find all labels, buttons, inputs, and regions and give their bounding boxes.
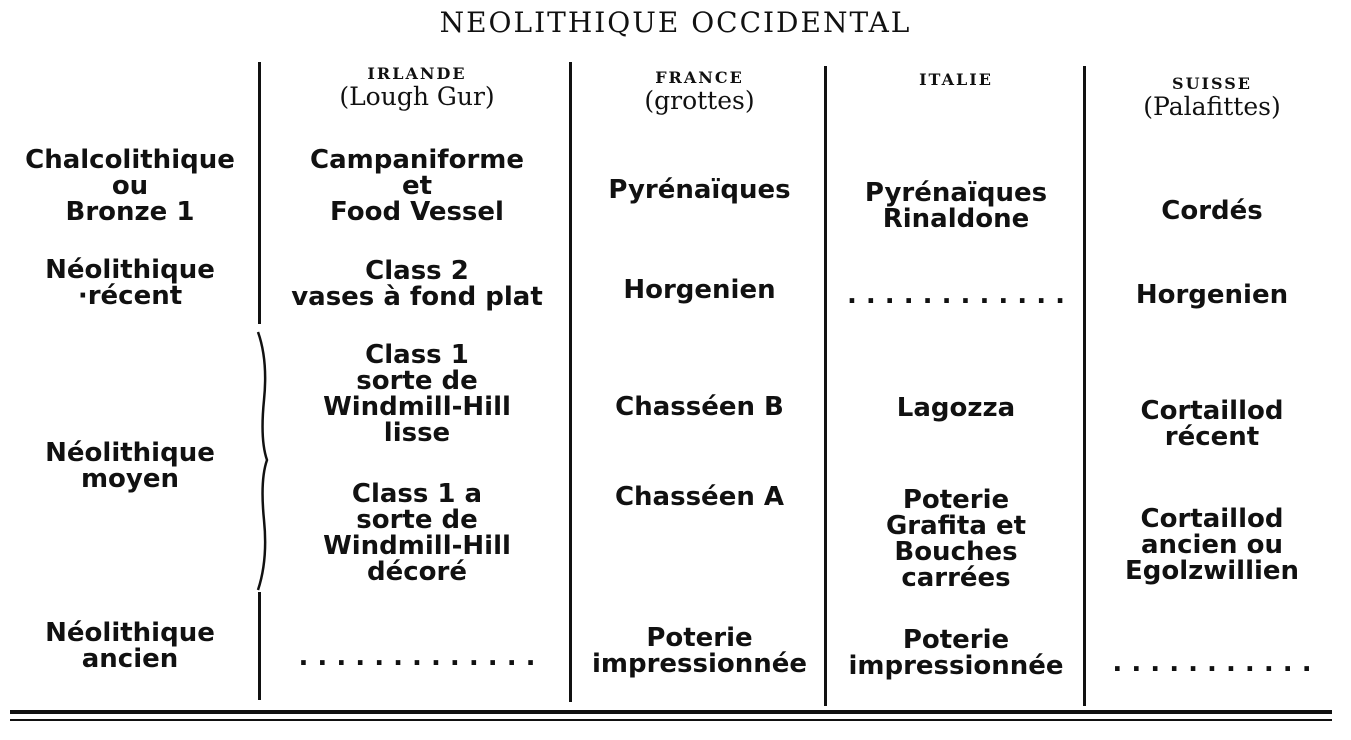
header-italie (827, 70, 1085, 90)
cell-suisse-moyen-a: Cortaillod ancien ou Egolzwillien (1124, 504, 1300, 586)
cell-italie-moyen-b: Lagozza (896, 393, 1016, 423)
period-neolithique-recent: Néolithique ·récent (45, 255, 215, 311)
header-subtitle: (grottes) (644, 86, 755, 115)
header-subtitle: (Palafittes) (1143, 92, 1281, 121)
cell-france-ancien: Poterie impressionnée (591, 623, 808, 679)
bottom-rule-thin (10, 719, 1332, 721)
cell-suisse-recent: Horgenien (1135, 280, 1289, 310)
header-irlande (262, 64, 572, 110)
cell-suisse-moyen-b: Cortaillod récent (1140, 396, 1284, 452)
cell-italie-chalco: Pyrénaïques Rinaldone (864, 178, 1048, 234)
period-neolithique-moyen: Néolithique moyen (45, 438, 215, 494)
cell-irlande-ancien: . . . . . . . . . . . . . (298, 642, 536, 672)
column-divider-4 (1083, 66, 1086, 706)
cell-suisse-ancien: . . . . . . . . . . . (1112, 648, 1312, 678)
header-suisse (1087, 74, 1337, 120)
column-divider-3 (824, 66, 827, 706)
cell-france-chalco: Pyrénaïques (608, 175, 791, 205)
header-country: FRANCE (655, 68, 744, 87)
cell-irlande-recent: Class 2 vases à fond plat (291, 256, 543, 312)
period-neolithique-ancien: Néolithique ancien (45, 618, 215, 674)
bottom-rule-thick (10, 710, 1332, 714)
cell-irlande-chalco: Campaniforme et Food Vessel (309, 145, 525, 227)
cell-italie-moyen-a: Poterie Grafita et Bouches carrées (885, 485, 1027, 593)
cell-suisse-chalco: Cordés (1161, 196, 1263, 226)
header-country: ITALIE (919, 70, 993, 89)
header-france (572, 68, 827, 114)
cell-italie-ancien: Poterie impressionnée (848, 625, 1064, 681)
header-country: SUISSE (1172, 74, 1252, 93)
cell-italie-recent: . . . . . . . . . . . . (846, 280, 1066, 310)
page-title: NEOLITHIQUE OCCIDENTAL (439, 6, 912, 39)
header-subtitle: (Lough Gur) (339, 82, 495, 111)
header-country: IRLANDE (367, 64, 467, 83)
cell-france-moyen-b: Chasséen B (615, 392, 784, 422)
cell-france-recent: Horgenien (623, 275, 776, 305)
cell-france-moyen-a: Chasséen A (614, 482, 785, 512)
period-chalcolithique: Chalcolithique ou Bronze 1 (25, 145, 235, 227)
cell-irlande-moyen-b: Class 1 sorte de Windmill-Hill lisse (323, 340, 511, 448)
cell-irlande-moyen-a: Class 1 a sorte de Windmill-Hill décoré (323, 479, 511, 587)
